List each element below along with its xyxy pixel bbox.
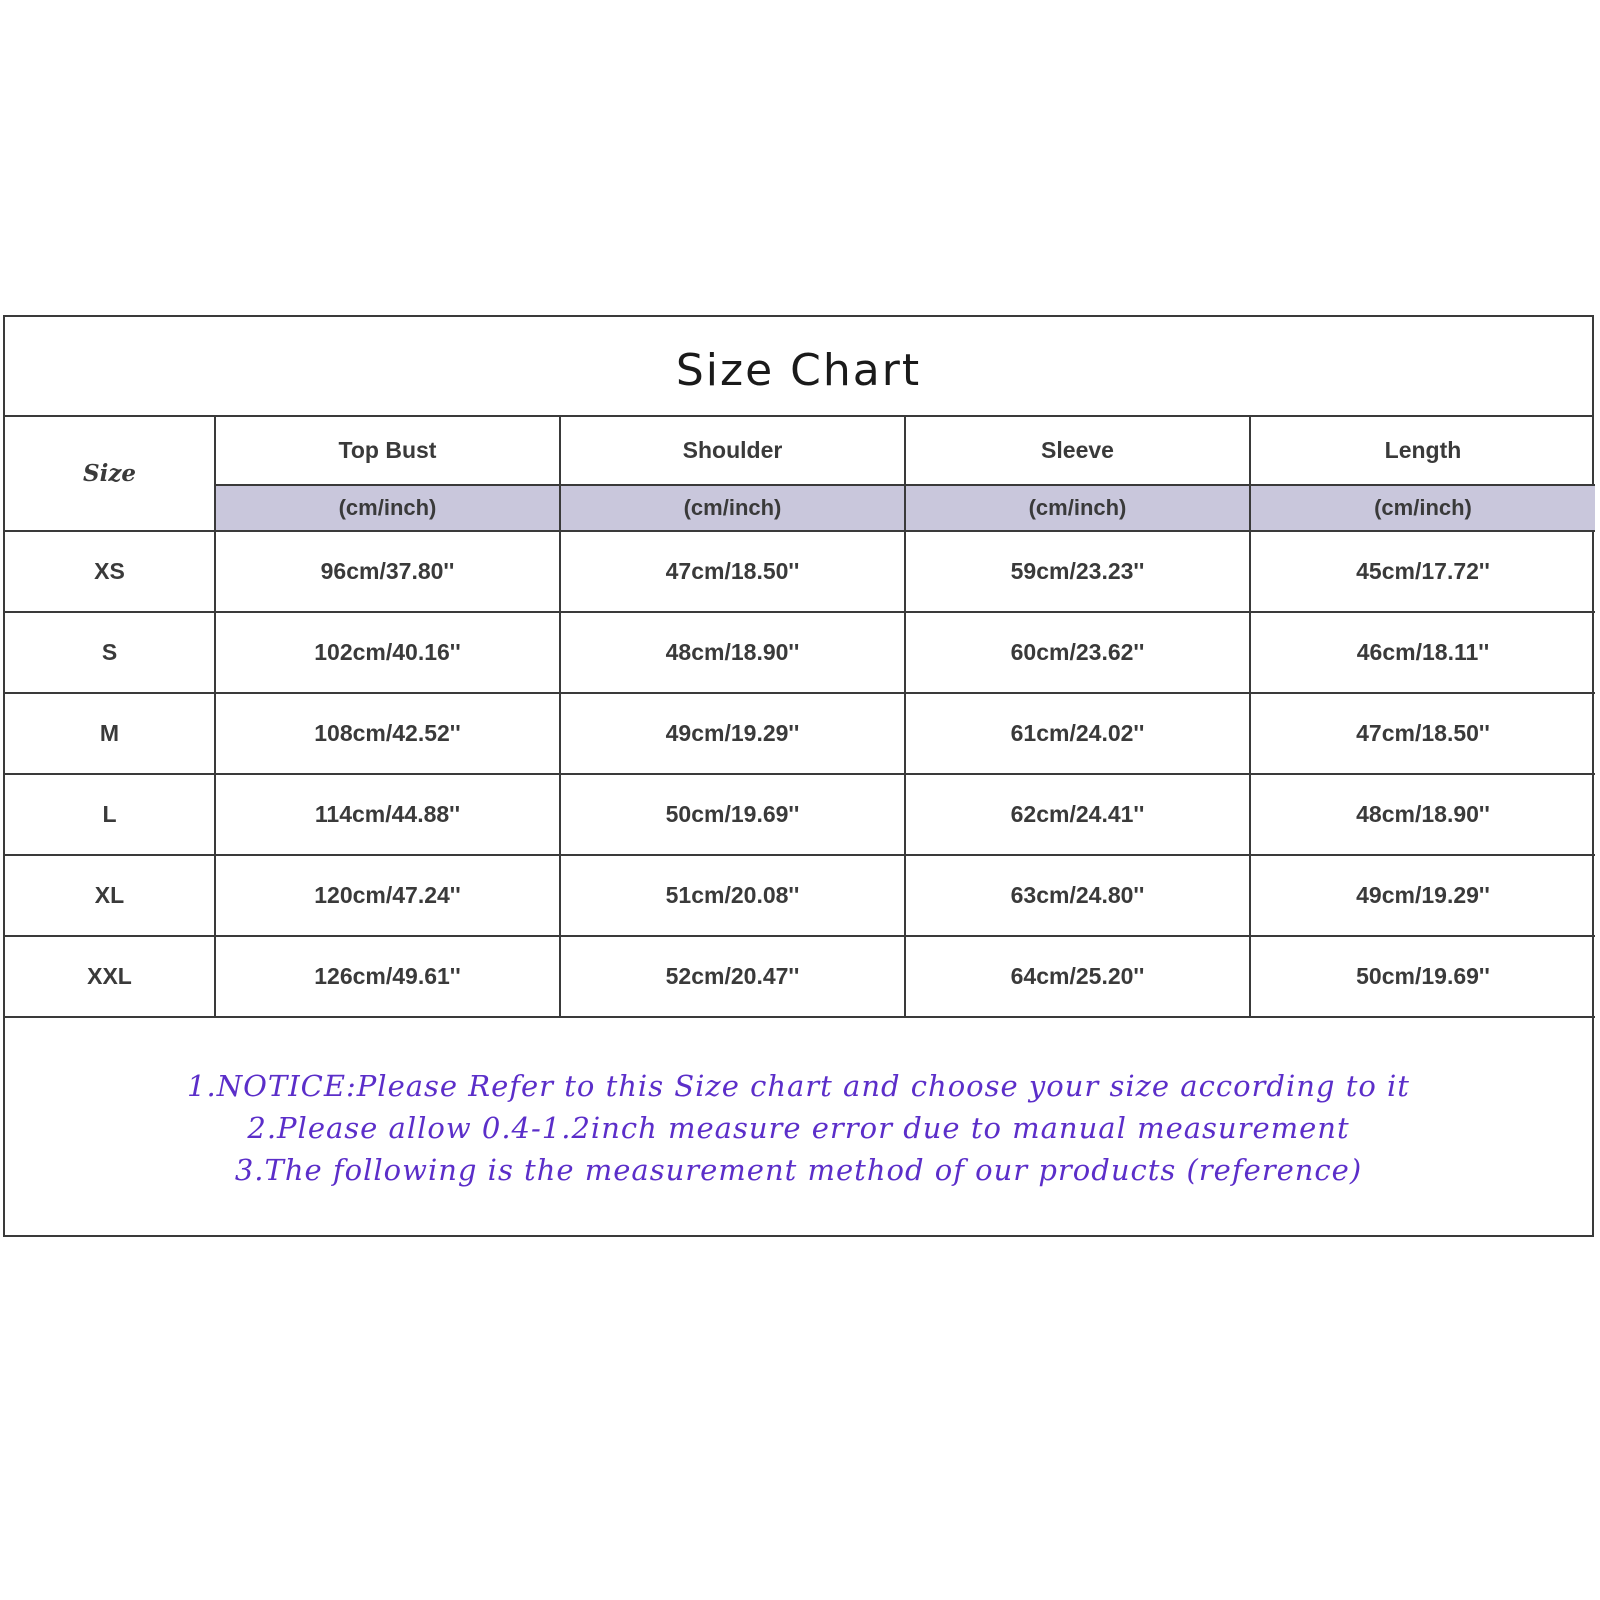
note-line: 2.Please allow 0.4-1.2inch measure error due to manual measurement [247, 1111, 1350, 1145]
sleeve-cell: 61cm/24.02'' [905, 693, 1250, 774]
top-bust-cell: 114cm/44.88'' [215, 774, 560, 855]
shoulder-cell: 48cm/18.90'' [560, 612, 905, 693]
shoulder-cell: 51cm/20.08'' [560, 855, 905, 936]
unit-label-sleeve: (cm/inch) [905, 485, 1250, 531]
note-line: 1.NOTICE:Please Refer to this Size chart and choose your size according to it [187, 1069, 1410, 1103]
length-cell: 45cm/17.72'' [1250, 531, 1595, 612]
length-cell: 47cm/18.50'' [1250, 693, 1595, 774]
size-cell: XL [5, 855, 215, 936]
shoulder-cell: 49cm/19.29'' [560, 693, 905, 774]
size-cell: XXL [5, 936, 215, 1017]
table-row [5, 531, 1595, 612]
unit-row [5, 485, 1595, 531]
size-column-header: Size [5, 417, 215, 531]
header-row [5, 417, 1595, 485]
shoulder-cell: 50cm/19.69'' [560, 774, 905, 855]
column-header-length: Length [1250, 417, 1595, 485]
sleeve-cell: 63cm/24.80'' [905, 855, 1250, 936]
sleeve-cell: 62cm/24.41'' [905, 774, 1250, 855]
length-cell: 48cm/18.90'' [1250, 774, 1595, 855]
table-row [5, 774, 1595, 855]
unit-label-shoulder: (cm/inch) [560, 485, 905, 531]
length-cell: 49cm/19.29'' [1250, 855, 1595, 936]
shoulder-cell: 47cm/18.50'' [560, 531, 905, 612]
note-line: 3.The following is the measurement method of our products (reference) [234, 1153, 1363, 1187]
sleeve-cell: 60cm/23.62'' [905, 612, 1250, 693]
table-row [5, 693, 1595, 774]
table-row [5, 936, 1595, 1017]
size-cell: M [5, 693, 215, 774]
size-cell: XS [5, 531, 215, 612]
length-cell: 50cm/19.69'' [1250, 936, 1595, 1017]
notes-section [5, 1018, 1592, 1238]
unit-label-top-bust: (cm/inch) [215, 485, 560, 531]
top-bust-cell: 108cm/42.52'' [215, 693, 560, 774]
shoulder-cell: 52cm/20.47'' [560, 936, 905, 1017]
size-table [5, 417, 1595, 1018]
top-bust-cell: 96cm/37.80'' [215, 531, 560, 612]
column-header-sleeve: Sleeve [905, 417, 1250, 485]
size-chart [3, 315, 1594, 1237]
column-header-shoulder: Shoulder [560, 417, 905, 485]
size-cell: L [5, 774, 215, 855]
top-bust-cell: 126cm/49.61'' [215, 936, 560, 1017]
sleeve-cell: 59cm/23.23'' [905, 531, 1250, 612]
table-row [5, 612, 1595, 693]
top-bust-cell: 120cm/47.24'' [215, 855, 560, 936]
chart-title: Size Chart [5, 317, 1592, 417]
length-cell: 46cm/18.11'' [1250, 612, 1595, 693]
top-bust-cell: 102cm/40.16'' [215, 612, 560, 693]
table-row [5, 855, 1595, 936]
size-cell: S [5, 612, 215, 693]
unit-label-length: (cm/inch) [1250, 485, 1595, 531]
column-header-top-bust: Top Bust [215, 417, 560, 485]
sleeve-cell: 64cm/25.20'' [905, 936, 1250, 1017]
